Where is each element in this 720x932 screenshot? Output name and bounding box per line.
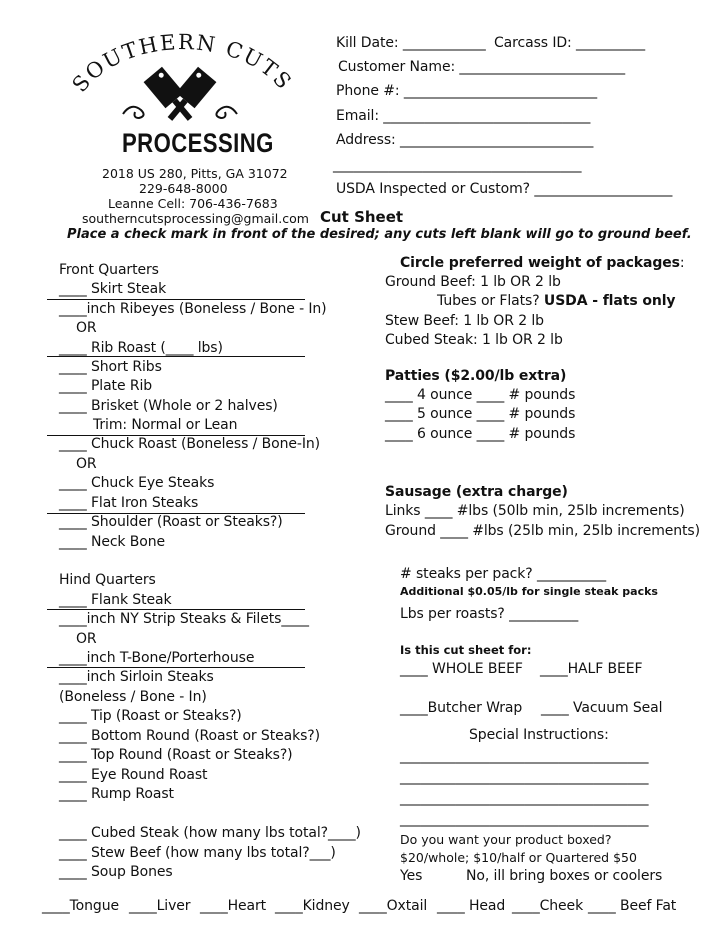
special-line-3[interactable]: ____________________________________	[400, 790, 649, 806]
pkg-tubes-note: USDA - flats only	[543, 293, 676, 309]
offal-cheek[interactable]: ____Cheek	[512, 898, 584, 914]
divider	[47, 356, 305, 357]
lbs-per-roasts[interactable]: Lbs per roasts? __________	[400, 606, 579, 622]
logo	[60, 18, 300, 168]
fq-rib-roast[interactable]: ____ Rib Roast (____ lbs)	[59, 340, 223, 356]
fq-skirt-steak[interactable]: ____ Skirt Steak	[59, 281, 167, 297]
logo-processing-text: PROCESSING	[122, 128, 274, 158]
sausage-ground[interactable]: Ground ____ #lbs (25lb min, 25lb increments)	[385, 523, 700, 539]
fq-ribeyes[interactable]: ____inch Ribeyes (Boneless / Bone - In)	[59, 301, 327, 317]
offal-oxtail[interactable]: ____Oxtail	[359, 898, 428, 914]
patty-5oz[interactable]: ____ 5 ounce ____ # pounds	[385, 406, 576, 422]
offal-head[interactable]: ____ Head	[437, 898, 506, 914]
page-title: Cut Sheet	[320, 208, 404, 226]
phone-field[interactable]: Phone #: ____________________________	[336, 83, 598, 99]
fq-shoulder[interactable]: ____ Shoulder (Roast or Steaks?)	[59, 514, 283, 530]
hq-flank-steak[interactable]: ____ Flank Steak	[59, 592, 172, 608]
divider	[47, 299, 305, 300]
boxed-question: Do you want your product boxed?	[400, 832, 612, 847]
sausage-heading: Sausage (extra charge)	[385, 484, 568, 500]
extra-soup-bones[interactable]: ____ Soup Bones	[59, 864, 173, 880]
pkg-stew-beef[interactable]: Stew Beef: 1 lb OR 2 lb	[385, 313, 544, 329]
vacuum-seal-option[interactable]: ____ Vacuum Seal	[541, 700, 663, 716]
hq-bottom-round[interactable]: ____ Bottom Round (Roast or Steaks?)	[59, 728, 320, 744]
svg-text:SOUTHERN CUTS: SOUTHERN CUTS	[67, 30, 297, 97]
hq-or: OR	[76, 631, 97, 647]
fq-short-ribs[interactable]: ____ Short Ribs	[59, 359, 162, 375]
sausage-links[interactable]: Links ____ #lbs (50lb min, 25lb increments)	[385, 503, 685, 519]
steaks-per-pack[interactable]: # steaks per pack? __________	[400, 566, 606, 582]
offal-beef-fat[interactable]: ____ Beef Fat	[588, 898, 677, 914]
offal-liver[interactable]: ____Liver	[129, 898, 191, 914]
fq-or-1: OR	[76, 320, 97, 336]
hq-tip[interactable]: ____ Tip (Roast or Steaks?)	[59, 708, 242, 724]
fq-trim: Trim: Normal or Lean	[93, 417, 238, 433]
patty-4oz[interactable]: ____ 4 ounce ____ # pounds	[385, 387, 576, 403]
special-instructions-heading: Special Instructions:	[469, 727, 609, 743]
pkg-tubes[interactable]	[437, 293, 675, 309]
fq-plate-rib[interactable]: ____ Plate Rib	[59, 378, 153, 394]
patties-heading: Patties ($2.00/lb extra)	[385, 368, 567, 384]
fq-neck-bone[interactable]: ____ Neck Bone	[59, 534, 166, 550]
fq-or-2: OR	[76, 456, 97, 472]
extra-stew-beef[interactable]: ____ Stew Beef (how many lbs total?___)	[59, 845, 336, 861]
divider	[47, 609, 305, 610]
boxed-no[interactable]: No, ill bring boxes or coolers	[466, 868, 663, 884]
business-phone: 229-648-8000	[139, 181, 228, 196]
packages-heading	[400, 255, 685, 271]
hq-sirloin[interactable]: ____inch Sirloin Steaks	[59, 669, 214, 685]
divider	[47, 667, 305, 668]
offal-heart[interactable]: ____Heart	[200, 898, 267, 914]
kill-date-field[interactable]: Kill Date: ____________	[336, 35, 486, 51]
address-line2-field[interactable]: ____________________________________	[333, 157, 582, 173]
fq-flat-iron[interactable]: ____ Flat Iron Steaks	[59, 495, 199, 511]
patty-6oz[interactable]: ____ 6 ounce ____ # pounds	[385, 426, 576, 442]
carcass-id-field[interactable]: Carcass ID: __________	[494, 35, 645, 51]
hq-rump-roast[interactable]: ____ Rump Roast	[59, 786, 174, 802]
packages-heading-text: Circle preferred weight of packages	[400, 255, 680, 271]
pkg-ground-beef[interactable]: Ground Beef: 1 lb OR 2 lb	[385, 274, 561, 290]
cut-sheet-for-heading: Is this cut sheet for:	[400, 643, 532, 657]
offal-kidney[interactable]: ____Kidney	[275, 898, 350, 914]
instruction-text: Place a check mark in front of the desired; any cuts left blank will go to ground beef.	[67, 227, 692, 242]
business-email: southerncutsprocessing@gmail.com	[82, 211, 309, 226]
special-line-1[interactable]: ____________________________________	[400, 748, 649, 764]
pkg-cubed-steak[interactable]: Cubed Steak: 1 lb OR 2 lb	[385, 332, 563, 348]
fq-chuck-roast[interactable]: ____ Chuck Roast (Boneless / Bone-In)	[59, 436, 321, 452]
whole-beef-option[interactable]: ____ WHOLE BEEF	[400, 661, 523, 677]
half-beef-option[interactable]: ____HALF BEEF	[540, 661, 643, 677]
business-cell: Leanne Cell: 706-436-7683	[108, 196, 278, 211]
boxed-yes[interactable]: Yes	[400, 868, 423, 884]
hind-quarters-heading: Hind Quarters	[59, 572, 156, 588]
hq-eye-round[interactable]: ____ Eye Round Roast	[59, 767, 208, 783]
fq-chuck-eye[interactable]: ____ Chuck Eye Steaks	[59, 475, 215, 491]
hq-bone-option: (Boneless / Bone - In)	[59, 689, 207, 705]
address-field[interactable]: Address: ____________________________	[336, 132, 594, 148]
business-address: 2018 US 280, Pitts, GA 31072	[102, 166, 288, 181]
butcher-wrap-option[interactable]: ____Butcher Wrap	[400, 700, 523, 716]
hq-top-round[interactable]: ____ Top Round (Roast or Steaks?)	[59, 747, 293, 763]
fq-brisket[interactable]: ____ Brisket (Whole or 2 halves)	[59, 398, 278, 414]
email-field[interactable]: Email: ______________________________	[336, 108, 591, 124]
hq-tbone[interactable]: ____inch T-Bone/Porterhouse	[59, 650, 255, 666]
extra-cubed-steak[interactable]: ____ Cubed Steak (how many lbs total?____)	[59, 825, 361, 841]
special-line-4[interactable]: ____________________________________	[400, 811, 649, 827]
customer-name-field[interactable]: Customer Name: ________________________	[338, 59, 626, 75]
special-line-2[interactable]: ____________________________________	[400, 769, 649, 785]
offal-tongue[interactable]: ____Tongue	[42, 898, 119, 914]
single-steak-note: Additional $0.05/lb for single steak packs	[400, 585, 658, 598]
usda-field[interactable]: USDA Inspected or Custom? ____________________	[336, 181, 673, 197]
front-quarters-heading: Front Quarters	[59, 262, 159, 278]
crossed-cleavers-icon	[115, 56, 245, 126]
pkg-tubes-label: Tubes or Flats?	[437, 293, 540, 309]
packages-heading-colon: :	[679, 255, 685, 271]
boxed-prices: $20/whole; $10/half or Quartered $50	[400, 850, 637, 865]
hq-ny-strip[interactable]: ____inch NY Strip Steaks & Filets____	[59, 611, 309, 627]
